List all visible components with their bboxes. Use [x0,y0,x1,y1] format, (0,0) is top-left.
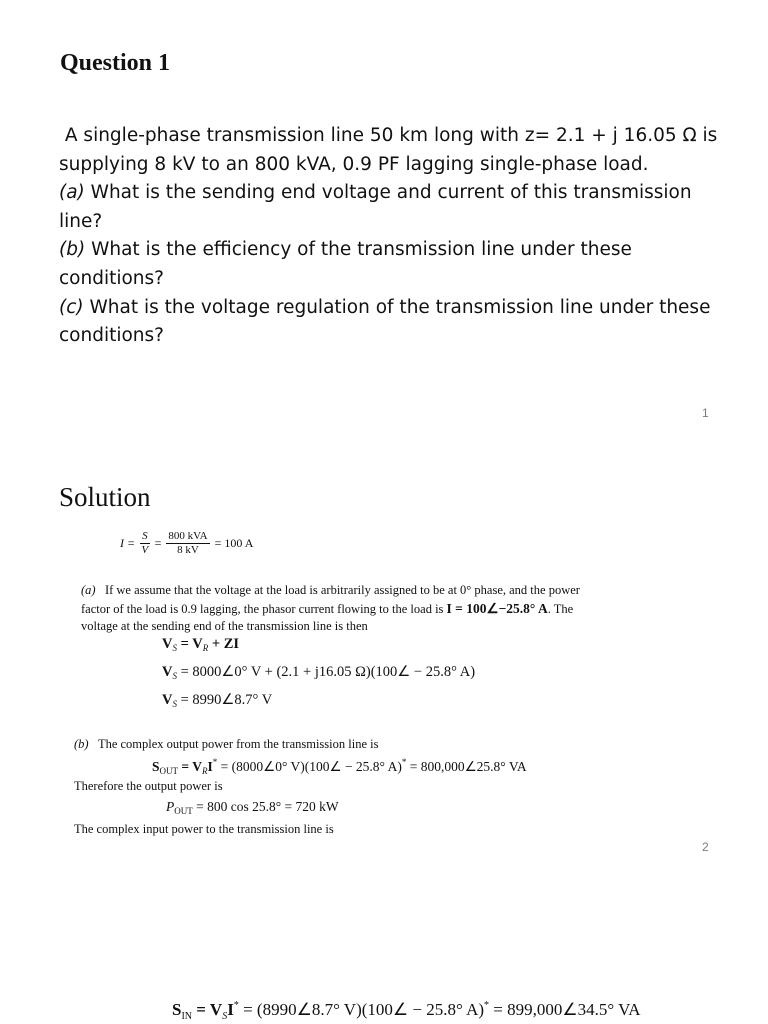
page-number-1: 1 [702,406,709,420]
equation-vs-sum: $V_S = V_R$ + ZI [162,636,240,653]
solution-title: Solution [59,482,151,512]
question-body [59,122,718,351]
question-part-c-cont: conditions? [59,325,164,347]
question-part-c: (c) What is the voltage regulation of the transmission line under these [59,296,711,318]
question-line-1: A single-phase transmission line 50 km long with z= 2.1 + j 16.05 Ω is [64,125,718,146]
equation-pout: $P_{OUT} = 800$ cos 25.8° = 720 kW [166,799,339,816]
fraction-s-over-v: $\frac{S}{V}$ [141,530,149,556]
part-b-intro: (b) The complex output power from the transmission line is [74,737,379,751]
part-c-label: (c) [59,296,84,318]
part-b-output-power-text: Therefore the output power is [74,779,223,793]
part-b-input-power-text: The complex input power to the transmission line is [74,822,334,836]
equation-vs-result: $V_S$ = 8990∠8.7° V [162,692,273,709]
current-equation: I = $\frac{S}{V}$ = $\frac{\text{800 kVA}}{8 kV}$ = 100 A [120,530,254,556]
part-a-paragraph: (a) If we assume that the voltage at the load is arbitrarily assigned to be at 0° phase, and the power factor of the load is 0.9 lagging, the phasor current flowing to the load is I = 100∠−25.8° A. The voltage at the sending end of the transmission line is then [81,583,580,633]
page-number-2: 2 [702,840,709,854]
part-b-label: (b) [59,239,86,261]
equation-sout: $S_{OUT} = V_RI^*$ = (8000∠0° V)(100∠ − 25.8° A)* = 800,000∠25.8° VA [152,757,527,776]
fraction-kva-over-kv: $\frac{\text{800 kVA}}{8 kV}$ [168,530,208,556]
question-part-a: (a) What is the sending end voltage and current of this transmission [59,182,692,204]
question-line-2: supplying 8 kV to an 800 kVA, 0.9 PF lagging single-phase load. [59,153,649,175]
question-part-b: (b) What is the efficiency of the transmission line under these [59,239,632,261]
question-part-a-cont: line? [59,210,103,232]
question-part-b-cont: conditions? [59,267,164,289]
question-title: Question 1 [60,50,171,76]
equation-sin: $S_{IN} = V_SI^*$ = (8990∠8.7° V)(100∠ − 25.8° A)* = 899,000∠34.5° VA [172,1000,641,1022]
equation-vs-numeric: $V_S$ = 8000∠0° V + (2.1 + j16.05 Ω)(100∠ − 25.8° A) [162,664,476,681]
part-a-label: (a) [59,182,85,204]
